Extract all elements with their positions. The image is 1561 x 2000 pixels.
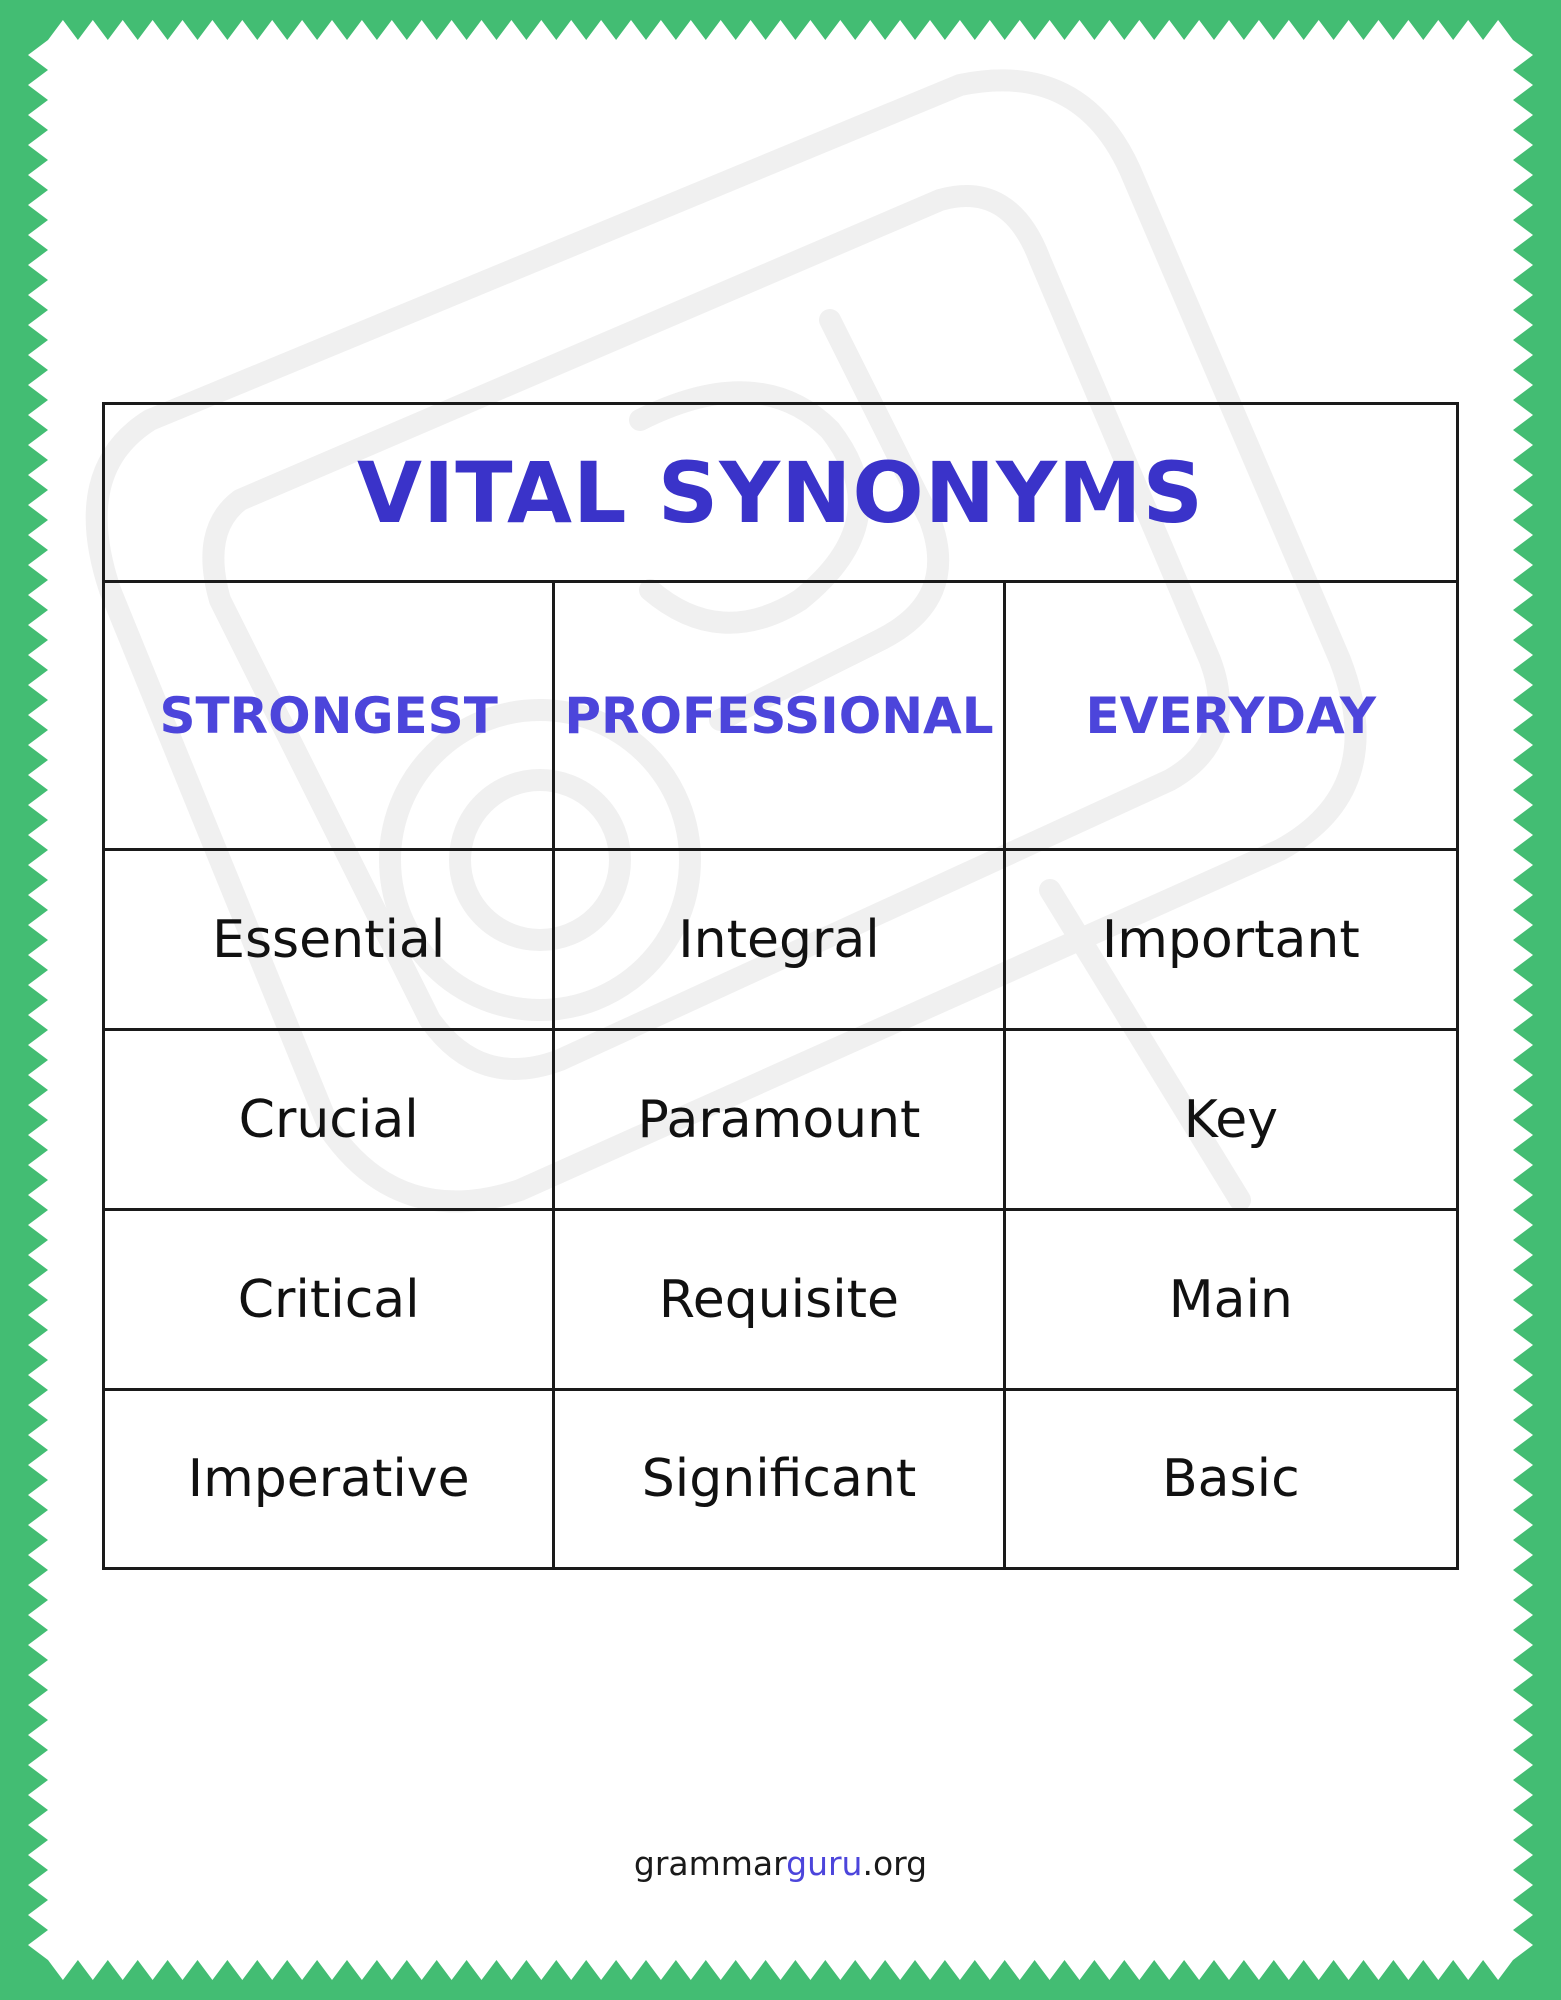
- synonym-word: Key: [1183, 1089, 1278, 1150]
- column-header-strongest: [105, 583, 555, 851]
- synonyms-table: [102, 402, 1459, 1570]
- table-cell: [105, 1211, 555, 1391]
- column-header-label: PROFESSIONAL: [564, 686, 994, 745]
- column-header-professional: [555, 583, 1005, 851]
- table-cell: [105, 1391, 555, 1567]
- footer-site-link[interactable]: [0, 1844, 1561, 1883]
- table-cell: [555, 1031, 1005, 1211]
- column-header-label: STRONGEST: [159, 686, 498, 745]
- footer-text-grammar: grammar: [633, 1844, 787, 1883]
- column-header-everyday: [1006, 583, 1456, 851]
- synonyms-grid: [105, 583, 1456, 1567]
- table-cell: [105, 1031, 555, 1211]
- synonym-word: Basic: [1161, 1449, 1300, 1509]
- table-cell: [1006, 1391, 1456, 1567]
- table-cell: [1006, 1211, 1456, 1391]
- title-row: [105, 405, 1456, 583]
- footer-text-org: .org: [862, 1844, 928, 1883]
- table-cell: [1006, 1031, 1456, 1211]
- table-cell: [1006, 851, 1456, 1031]
- synonym-word: Imperative: [187, 1449, 470, 1509]
- table-cell: [555, 851, 1005, 1031]
- table-cell: [555, 1391, 1005, 1567]
- table-cell: [105, 851, 555, 1031]
- synonym-word: Main: [1168, 1269, 1293, 1330]
- footer-text-guru: guru: [786, 1844, 863, 1883]
- column-header-label: EVERYDAY: [1085, 686, 1377, 745]
- synonym-word: Significant: [641, 1449, 917, 1509]
- synonym-word: Critical: [237, 1269, 420, 1330]
- synonym-word: Requisite: [658, 1269, 900, 1330]
- synonym-word: Paramount: [637, 1089, 921, 1150]
- synonym-word: Important: [1101, 909, 1360, 970]
- synonym-word: Crucial: [238, 1089, 419, 1150]
- table-cell: [555, 1211, 1005, 1391]
- page-title: VITAL SYNONYMS: [356, 443, 1205, 542]
- synonym-word: Essential: [212, 909, 446, 970]
- synonym-word: Integral: [678, 909, 880, 970]
